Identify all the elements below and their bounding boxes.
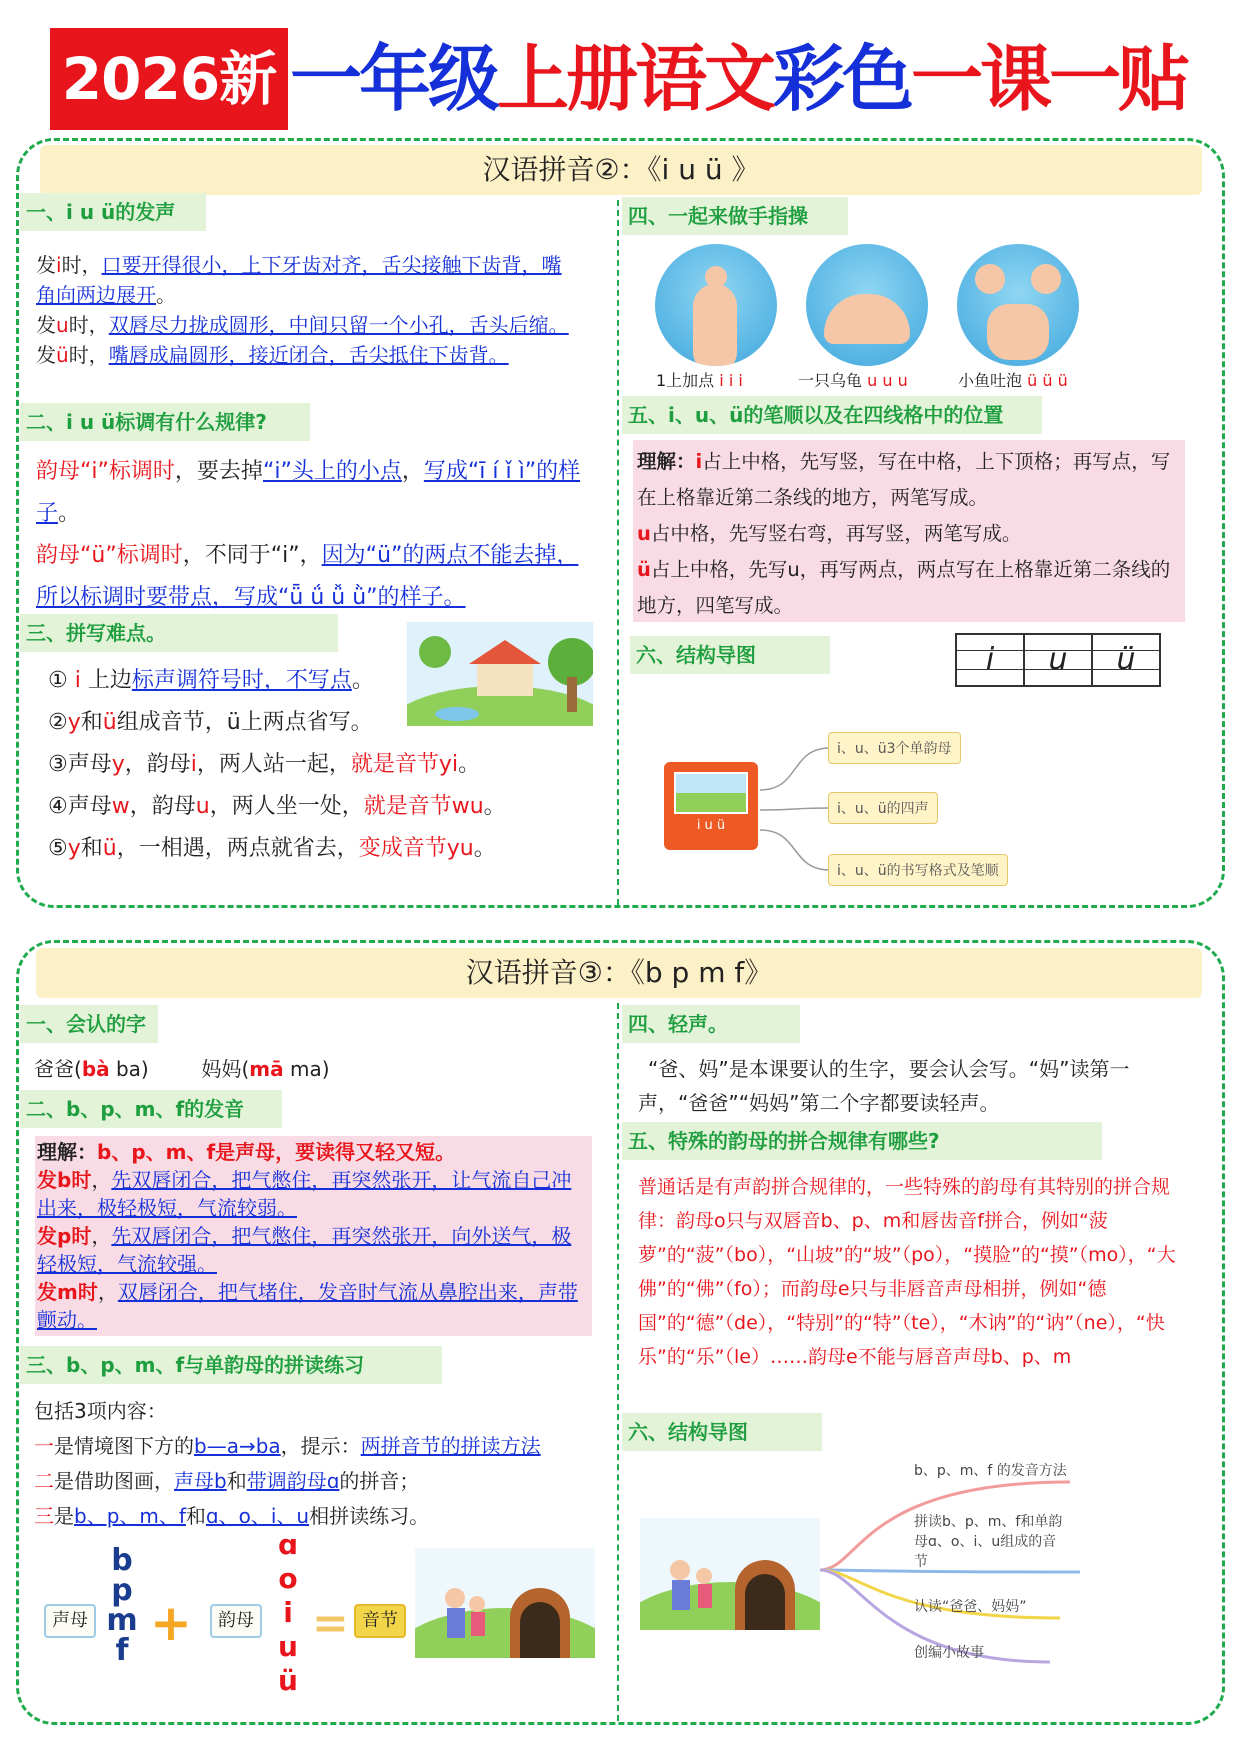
l1-s3-body: ① i 上边标声调符号时，不写点。 ②y和ü组成音节，ü上两点省写。 ③声母y，韵母i，两人站一起，就是音节yi。 ④声母w，韵母u，两人坐一处，就是音节wu。 ⑤y和ü，一相遇，两点就省去，变成音节yu。: [48, 668, 506, 861]
four-line-grid: [955, 633, 1161, 687]
l1-s1-heading: 一、i u ü的发声: [20, 193, 206, 231]
consonant-b: b: [111, 1543, 133, 1578]
grid-letter-i: i: [957, 635, 1025, 685]
page-title: [290, 28, 1187, 130]
eq-vowel-box: 韵母: [210, 1604, 262, 1638]
l2-s2-body: 理解：b、p、m、f是声母，要读得又轻又短。 发b时，先双唇闭合，把气憋住，再突然张开，让气流自己冲出来，极轻极短，气流较弱。 发p时，先双唇闭合，把气憋住，再突然张开，向外送气，极轻极短，气流较强。 发m时，双唇闭合，把气堵住，发音时气流从鼻腔出来，声带颤动。: [35, 1136, 592, 1336]
lesson1-divider: [617, 200, 619, 905]
mindmap2-node-3: 认读“爸爸、妈妈”: [914, 1599, 1027, 1615]
vowel-o: o: [278, 1562, 298, 1595]
plus-icon: +: [150, 1594, 192, 1652]
l2-s3-heading: 三、b、p、m、f与单韵母的拼读练习: [20, 1346, 442, 1384]
l2-s5-body: 普通话是有声韵拼合规律的，一些特殊的韵母有其特别的拼合规律：韵母o只与双唇音b、p、m和唇齿音f拼合，例如“菠萝”的“菠”（bo），“山坡”的“坡”（po），“摸脸”的“摸”（mo），“大佛”的“佛”（fo）；而韵母e只与非唇音声母相拼，例如“德国”的“德”（de），“特别”的“特”（te），“木讷”的“讷”（ne），“快乐”的“乐”（le）……韵母e不能与唇音声母b、p、m: [638, 1176, 1176, 1368]
eq-syllable-box: 音节: [354, 1604, 406, 1638]
title-part-subject: 上册语文: [497, 37, 774, 121]
l2-s1-heading: 一、会认的字: [20, 1005, 158, 1043]
l1-s3-heading: 三、拼写难点。: [20, 614, 338, 652]
l2-s6-heading: 六、结构导图: [622, 1413, 822, 1451]
mindmap2-node-4: 创编小故事: [914, 1645, 984, 1661]
l1-s6-heading: 六、结构导图: [630, 636, 830, 674]
lesson2-banner: 汉语拼音③：《b p m f》: [36, 948, 1202, 998]
l1-s2-body: 韵母“i”标调时，要去掉“i”头上的小点，写成“ī í ǐ ì”的样子。 韵母“ü”标调时，不同于“i”，因为“ü”的两点不能去掉，所以标调时要带点，写成“ǖ ǘ ǚ ǜ”的样子。: [36, 459, 581, 610]
title-part-grade: 一年级: [290, 37, 498, 121]
grid-letter-u: u: [1025, 635, 1093, 685]
mindmap2-center-image: [640, 1518, 820, 1630]
l2-s2-heading: 二、b、p、m、f的发音: [20, 1090, 282, 1128]
vowel-i: i: [283, 1596, 293, 1629]
equals-icon: =: [312, 1598, 349, 1649]
l1-s5-body: 理解：i占上中格，先写竖，写在中格，上下顶格；再写点，写在上格靠近第二条线的地方，两笔写成。 u占中格，先写竖右弯，再写竖，两笔写成。 ü占上中格，先写u，再写两点，两点写在上格靠近第二条线的地方，四笔写成。: [633, 440, 1185, 622]
vowel-a: ɑ: [277, 1528, 299, 1561]
l2-s5-heading: 五、特殊的韵母的拼合规律有哪些?: [622, 1122, 1102, 1160]
finger-label-2: 一只乌龟 u u u: [798, 371, 908, 390]
l2-s4-heading: 四、轻声。: [622, 1005, 800, 1043]
l1-s5-heading: 五、i、u、ü的笔顺以及在四线格中的位置: [622, 396, 1042, 434]
grid-letter-v: ü: [1093, 635, 1159, 685]
l1-s2-heading: 二、i u ü标调有什么规律?: [20, 403, 310, 441]
vowel-v: ü: [278, 1664, 298, 1697]
mindmap2-node-2: 拼读b、p、m、f和单韵母ɑ、o、i、u组成的音节: [914, 1514, 1063, 1570]
title-part-color: 彩色: [773, 37, 912, 121]
l2-s4-body: “爸、妈”是本课要认的生字，要会认会写。“妈”读第一声，“爸爸”“妈妈”第二个字都要读轻声。: [638, 1057, 1130, 1115]
vowel-column: [273, 1528, 303, 1698]
vowel-u: u: [278, 1630, 298, 1663]
consonant-column: [104, 1543, 140, 1668]
l1-s1-body: 发i时，口要开得很小，上下牙齿对齐，舌尖接触下齿背，嘴角向两边展开。 发u时，双唇尽力拢成圆形，中间只留一个小孔，舌头后缩。 发ü时，嘴唇成扁圆形，接近闭合，舌尖抵住下齿背。: [36, 253, 569, 367]
finger-exercise-2-image: [806, 244, 928, 366]
consonant-m: m: [106, 1603, 138, 1638]
year-badge: 2026新: [50, 28, 288, 130]
finger-label-1: 1上加点 i i i: [656, 371, 743, 390]
title-part-sticker: 一课一贴: [911, 37, 1188, 121]
finger-exercise-1-image: [655, 244, 777, 366]
finger-exercise-3-image: [957, 244, 1079, 366]
tunnel-illustration: [415, 1548, 595, 1658]
mindmap-node-3: i、u、ü的书写格式及笔顺: [828, 854, 1008, 886]
consonant-p: p: [111, 1573, 133, 1608]
l1-s4-heading: 四、一起来做手指操: [622, 197, 848, 235]
mindmap-node-1: i、u、ü3个单韵母: [828, 732, 961, 764]
eq-consonant-box: 声母: [44, 1604, 96, 1638]
l2-s3-body: 包括3项内容： 一是情境图下方的b—a→ba，提示：两拼音节的拼读方法 二是借助图画，声母b和带调韵母ɑ的拼音； 三是b、p、m、f和ɑ、o、i、u相拼读练习。: [34, 1399, 541, 1528]
l2-s1-body: 爸爸(bà ba) 妈妈(mā ma): [34, 1057, 330, 1081]
mindmap2-node-1: b、p、m、f 的发音方法: [914, 1463, 1067, 1479]
mindmap-center-node: i u ü: [664, 762, 758, 850]
lesson1-banner: 汉语拼音②：《i u ü 》: [40, 145, 1202, 195]
consonant-f: f: [115, 1633, 129, 1668]
mindmap-node-2: i、u、ü的四声: [828, 792, 938, 824]
lesson2-divider: [617, 1003, 619, 1721]
finger-label-3: 小鱼吐泡 ü ü ü: [958, 371, 1068, 390]
